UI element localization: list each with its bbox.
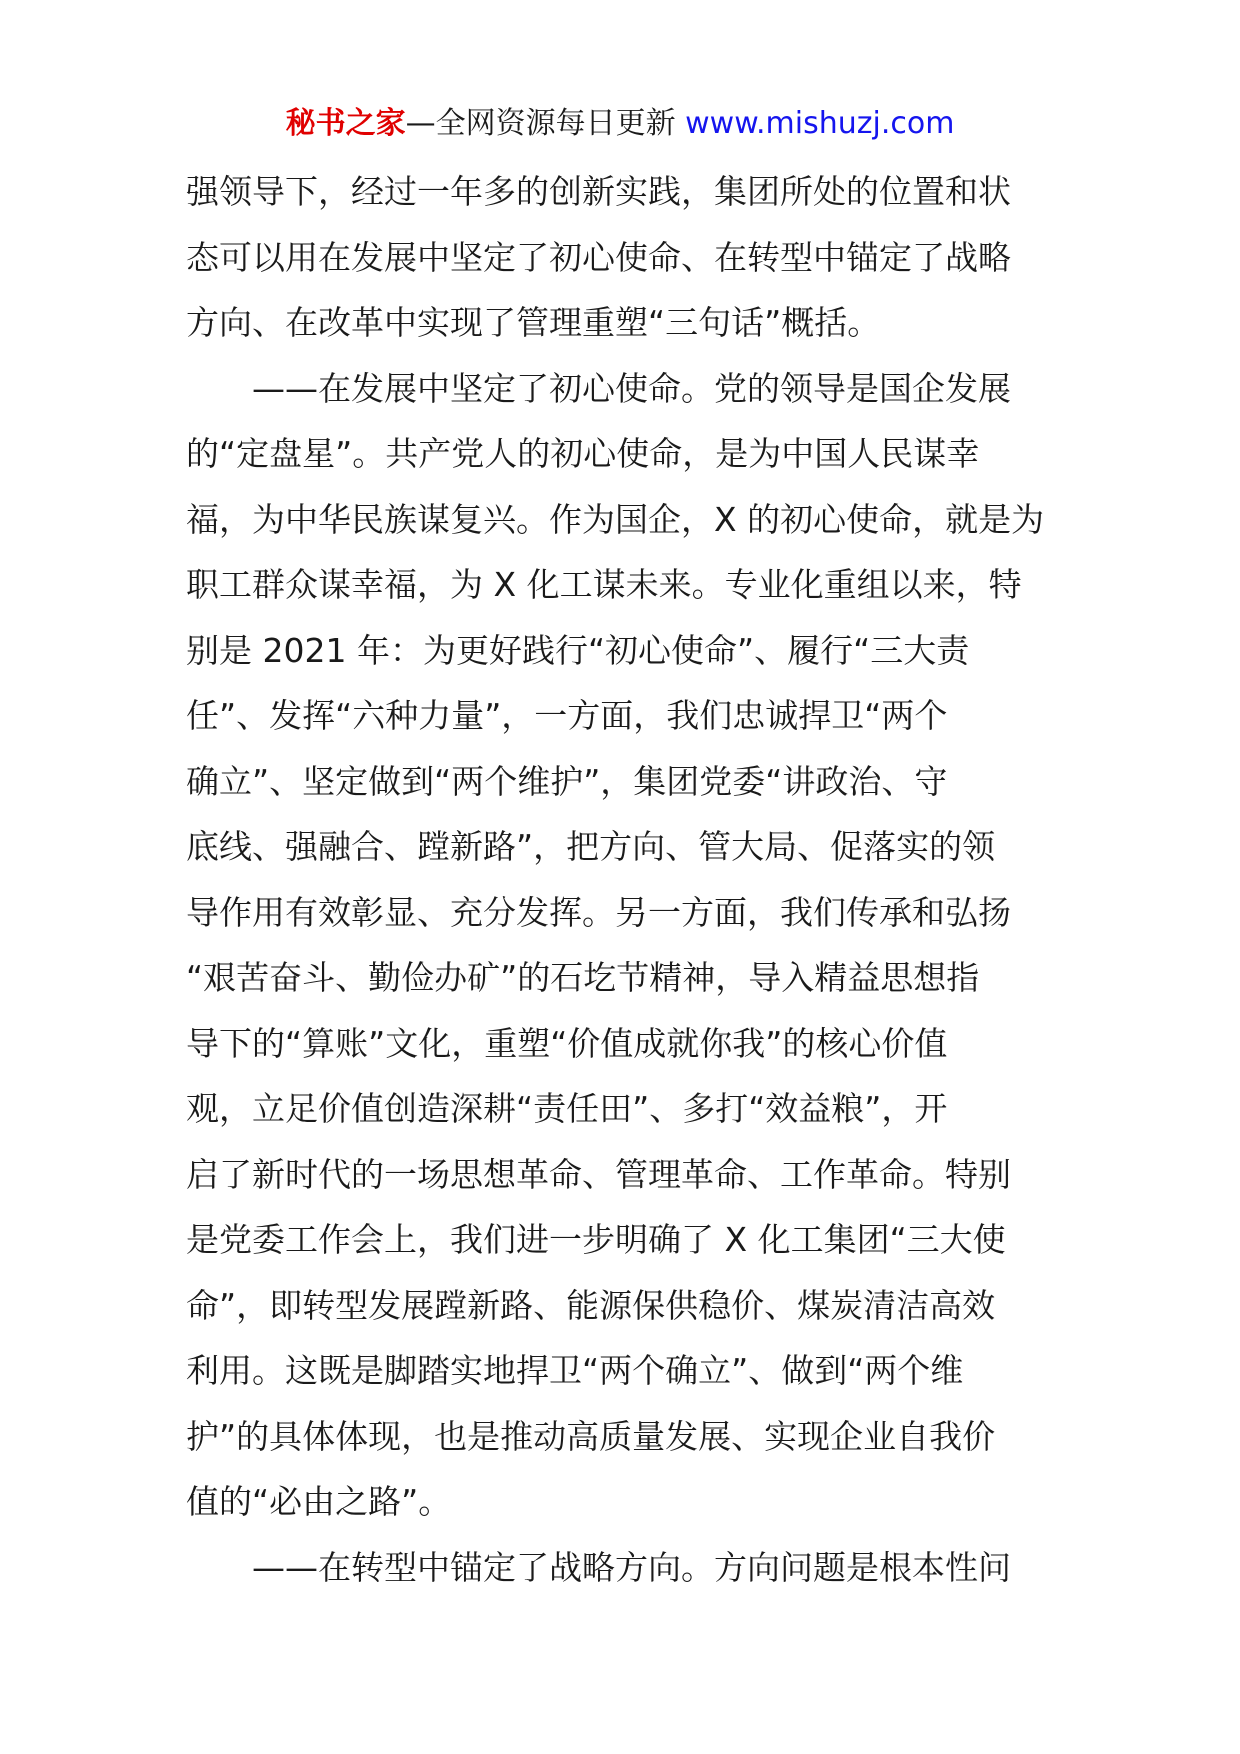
text-line: 导下的“算账”文化，重塑“价值成就你我”的核心价值 — [186, 1023, 948, 1063]
paragraph-start-line: ——在转型中锚定了战略方向。方向问题是根本性问 — [252, 1547, 1011, 1587]
text-line: 态可以用在发展中坚定了初心使命、在转型中锚定了战略 — [186, 237, 1011, 277]
text-line: 导作用有效彰显、充分发挥。另一方面，我们传承和弘扬 — [186, 892, 1011, 932]
text-line: 职工群众谋幸福，为 X 化工谋未来。专业化重组以来，特 — [186, 565, 1022, 604]
paragraph-start-line: ——在发展中坚定了初心使命。党的领导是国企发展 — [252, 368, 1011, 408]
text-line: 命”，即转型发展蹚新路、能源保供稳价、煤炭清洁高效 — [186, 1285, 996, 1325]
brand-name: 秘书之家 — [285, 106, 406, 141]
text-line: 福，为中华民族谋复兴。作为国企，X 的初心使命，就是为 — [186, 499, 1045, 539]
document-body — [186, 159, 1056, 1600]
document-header — [0, 104, 1240, 144]
text-line: 利用。这既是脚踏实地捍卫“两个确立”、做到“两个维 — [186, 1351, 964, 1390]
text-line: 别是 2021 年：为更好践行“初心使命”、履行“三大责 — [186, 630, 970, 670]
header-tagline: —全网资源每日更新 — [405, 106, 676, 141]
text-line: 是党委工作会上，我们进一步明确了 X 化工集团“三大使 — [186, 1220, 1006, 1259]
text-line: 任”、发挥“六种力量”，一方面，我们忠诚捍卫“两个 — [186, 696, 948, 735]
text-line: 确立”、坚定做到“两个维护”，集团党委“讲政治、守 — [186, 761, 948, 801]
text-line: 护”的具体体现，也是推动高质量发展、实现企业自我价 — [186, 1416, 996, 1456]
text-line: 值的“必由之路”。 — [186, 1482, 452, 1521]
text-line: “艰苦奋斗、勤俭办矿”的石圪节精神，导入精益思想指 — [186, 958, 980, 997]
website-link[interactable]: www.mishuzj.com — [685, 106, 955, 141]
text-line: 方向、在改革中实现了管理重塑“三句话”概括。 — [186, 303, 881, 342]
text-line: 底线、强融合、蹚新路”，把方向、管大局、促落实的领 — [186, 827, 996, 866]
text-line: 强领导下，经过一年多的创新实践，集团所处的位置和状 — [186, 172, 1011, 211]
text-line: 启了新时代的一场思想革命、管理革命、工作革命。特别 — [186, 1154, 1011, 1194]
text-line: 观，立足价值创造深耕“责任田”、多打“效益粮”，开 — [186, 1089, 948, 1128]
text-line: 的“定盘星”。共产党人的初心使命，是为中国人民谋幸 — [186, 434, 980, 473]
